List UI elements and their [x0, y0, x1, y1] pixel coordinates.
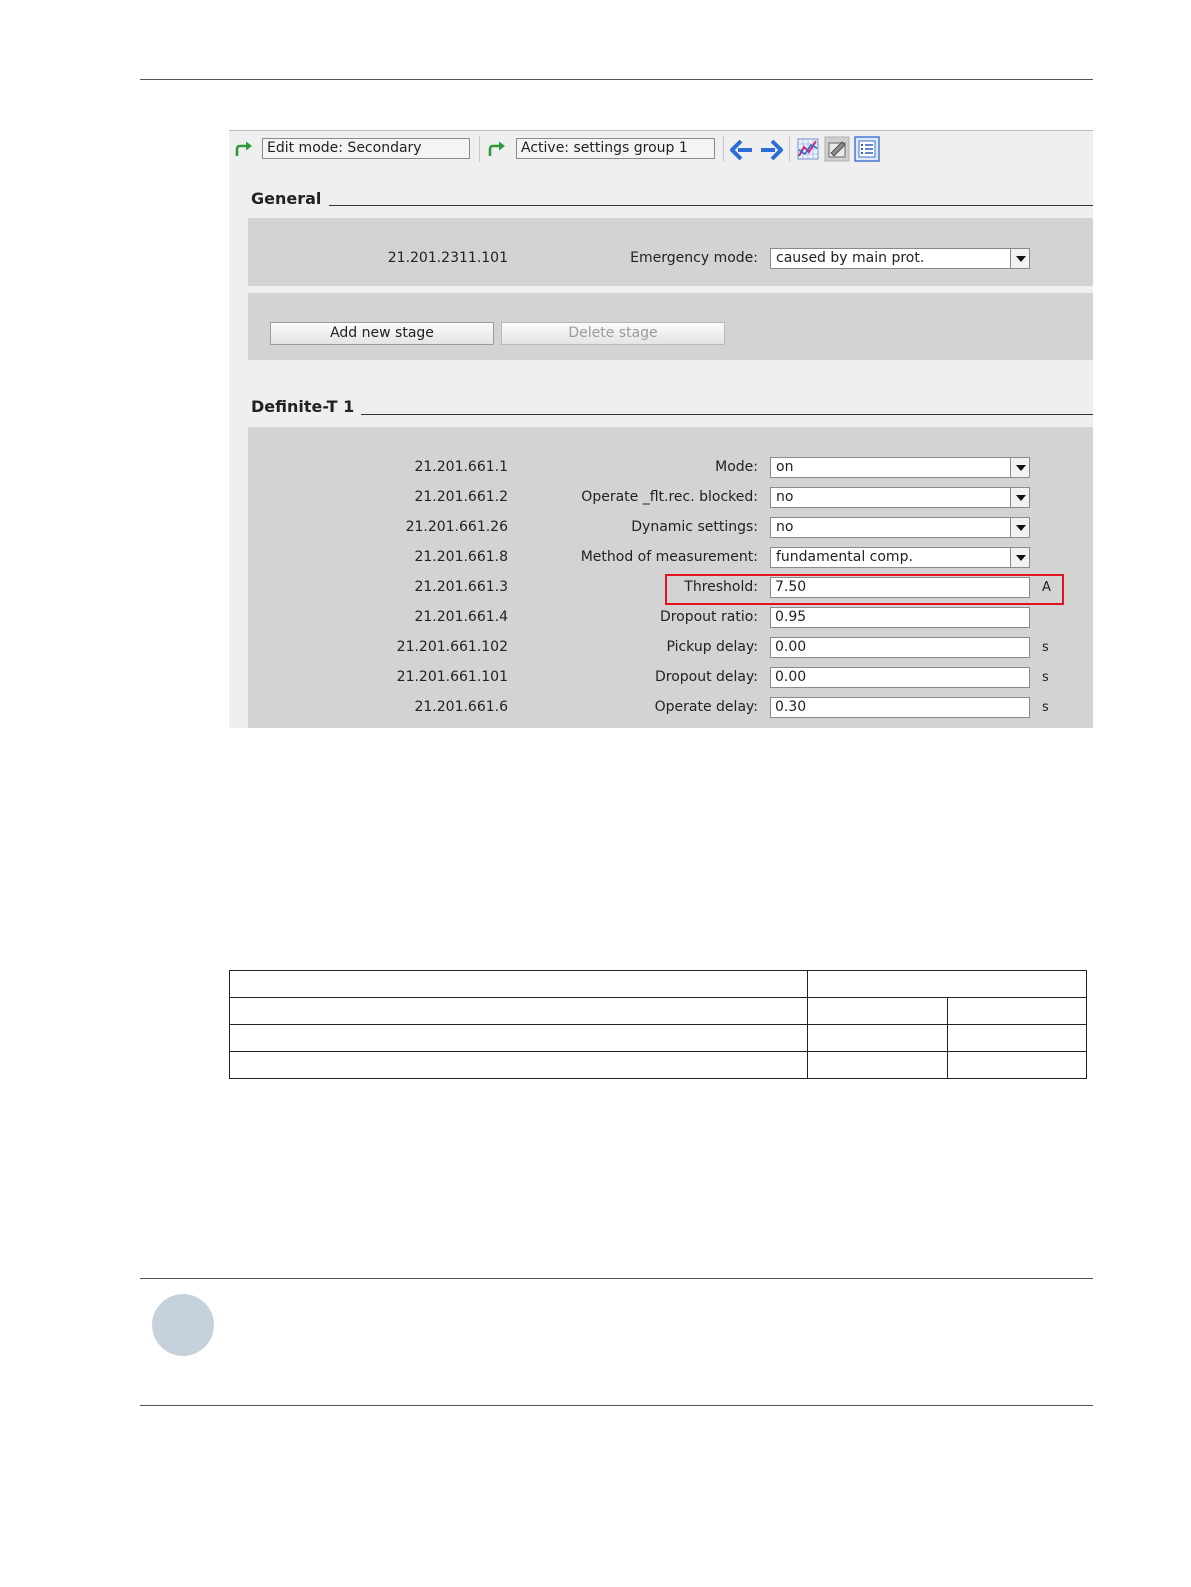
param-unit: s [1042, 670, 1049, 685]
active-group-field[interactable]: Active: settings group 1 [516, 138, 715, 159]
param-label: Operate delay: [654, 699, 758, 715]
dropdown-chevron-icon[interactable] [1010, 249, 1029, 268]
empty-table [229, 970, 1087, 1079]
table-row [230, 1025, 1087, 1052]
param-value: no [776, 519, 794, 535]
dropout-ratio-input[interactable]: 0.95 [770, 607, 1030, 628]
operate-delay-input[interactable]: 0.30 [770, 697, 1030, 718]
param-label: Dropout delay: [654, 669, 758, 685]
param-value: on [776, 459, 794, 475]
list-view-icon[interactable] [854, 136, 880, 162]
param-id: 21.201.2311.101 [387, 250, 508, 266]
param-id: 21.201.661.26 [405, 519, 508, 535]
stage-actions-group [248, 293, 1093, 360]
emergency-mode-select[interactable] [770, 248, 1030, 269]
table-cell [948, 1025, 1087, 1052]
method-of-measurement-select[interactable] [770, 547, 1030, 568]
table-row [230, 1052, 1087, 1079]
toolbar-separator [789, 136, 790, 162]
param-id: 21.201.661.102 [396, 639, 508, 655]
table-cell [948, 998, 1087, 1025]
forward-arrow-icon[interactable] [759, 139, 783, 161]
pickup-delay-input[interactable]: 0.00 [770, 637, 1030, 658]
operate-flt-rec-blocked-select[interactable] [770, 487, 1030, 508]
threshold-input[interactable]: 7.50 [770, 577, 1030, 598]
param-unit: A [1042, 580, 1051, 595]
header-rule [140, 79, 1093, 80]
table-cell [808, 971, 1087, 998]
table-cell [808, 998, 948, 1025]
general-group [248, 218, 1093, 286]
param-label: Dynamic settings: [631, 519, 758, 535]
toolbar [229, 131, 1093, 167]
section-divider [361, 414, 1093, 415]
note-icon [152, 1294, 214, 1356]
param-label: Method of measurement: [580, 549, 758, 565]
param-id: 21.201.661.4 [414, 609, 508, 625]
mode-select[interactable] [770, 457, 1030, 478]
param-label: Dropout ratio: [659, 609, 758, 625]
toolbar-arrow-icon[interactable] [487, 140, 507, 158]
add-new-stage-button[interactable]: Add new stage [270, 322, 494, 345]
param-label: Pickup delay: [666, 639, 758, 655]
emergency-mode-label: Emergency mode: [630, 250, 758, 266]
dropdown-chevron-icon[interactable] [1010, 548, 1029, 567]
section-divider [329, 205, 1093, 206]
threshold-highlight-box [665, 574, 1064, 605]
table-cell [230, 971, 808, 998]
emergency-mode-value: caused by main prot. [776, 250, 925, 266]
param-label: Mode: [715, 459, 758, 475]
param-label: Operate _flt.rec. blocked: [581, 489, 758, 505]
param-unit: s [1042, 640, 1049, 655]
table-cell [230, 998, 808, 1025]
edit-mode-field[interactable]: Edit mode: Secondary [262, 138, 470, 159]
toolbar-separator [723, 136, 724, 162]
delete-stage-button[interactable]: Delete stage [501, 322, 725, 345]
toolbar-arrow-icon[interactable] [234, 140, 254, 158]
param-id: 21.201.661.8 [414, 549, 508, 565]
dropout-delay-input[interactable]: 0.00 [770, 667, 1030, 688]
dropdown-chevron-icon[interactable] [1010, 518, 1029, 537]
param-id: 21.201.661.3 [414, 579, 508, 595]
dynamic-settings-select[interactable] [770, 517, 1030, 538]
param-id: 21.201.661.101 [396, 669, 508, 685]
table-cell [230, 1052, 808, 1079]
param-label: Threshold: [684, 579, 758, 595]
dropdown-chevron-icon[interactable] [1010, 458, 1029, 477]
param-value: no [776, 489, 794, 505]
dropdown-chevron-icon[interactable] [1010, 488, 1029, 507]
table-row [230, 998, 1087, 1025]
back-arrow-icon[interactable] [730, 139, 754, 161]
general-section-title: General [251, 189, 322, 208]
param-id: 21.201.661.1 [414, 459, 508, 475]
stage-section-title: Definite-T 1 [251, 397, 355, 416]
param-value: fundamental comp. [776, 549, 913, 565]
chart-view-icon[interactable] [795, 136, 821, 162]
toolbar-separator [479, 136, 480, 162]
param-unit: s [1042, 700, 1049, 715]
table-cell [230, 1025, 808, 1052]
note-bottom-rule [140, 1405, 1093, 1406]
note-top-rule [140, 1278, 1093, 1279]
edit-view-icon[interactable] [824, 136, 850, 162]
table-cell [808, 1025, 948, 1052]
settings-panel [229, 130, 1093, 728]
param-id: 21.201.661.2 [414, 489, 508, 505]
param-id: 21.201.661.6 [414, 699, 508, 715]
table-row [230, 971, 1087, 998]
table-cell [948, 1052, 1087, 1079]
table-cell [808, 1052, 948, 1079]
